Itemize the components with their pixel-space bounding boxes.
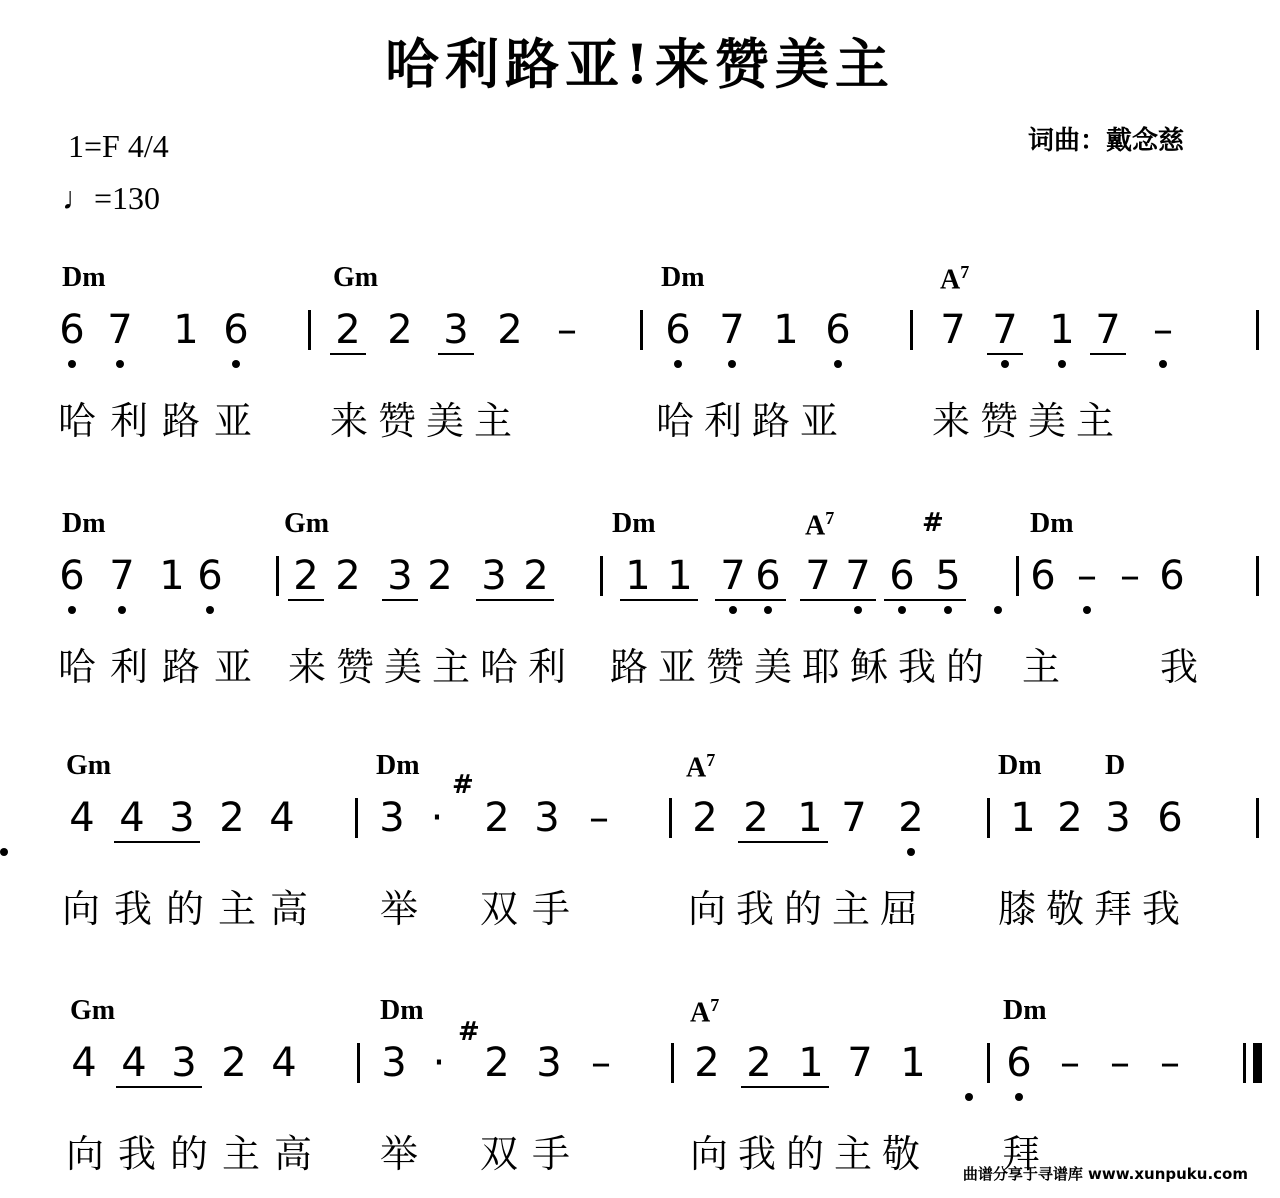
score-title: 哈利路亚!来赞美主 (385, 32, 895, 96)
note: 6 (1006, 1040, 1032, 1086)
note: 1 (797, 795, 823, 841)
beam-underline (438, 353, 474, 355)
note: 3 (536, 1040, 562, 1086)
note: 2 (484, 1040, 510, 1086)
lyric-text: 向我的主高 (62, 887, 323, 931)
lyric-text: 来赞美主 (330, 399, 523, 443)
note: 2 (1057, 795, 1083, 841)
octave-dot (118, 606, 126, 614)
beam-underline (715, 599, 786, 601)
beam-underline (114, 841, 200, 843)
lyric-text: 路亚赞美耶稣我的 (610, 645, 995, 689)
footer-watermark: 曲谱分享于寻谱库 www.xunpuku.com (962, 1165, 1248, 1183)
barline (308, 310, 311, 350)
beam-underline (476, 599, 554, 601)
lyric-text: 双手 (480, 1132, 585, 1176)
barline (355, 798, 358, 838)
note: 7 (1095, 307, 1121, 353)
lyric-text: 来赞美主 (932, 399, 1125, 443)
chord-symbol: Gm (70, 995, 116, 1026)
chord-symbol: Dm (661, 262, 705, 293)
note: 2 (692, 795, 718, 841)
note: – (1077, 553, 1097, 599)
octave-dot (1058, 360, 1066, 368)
note: 6 (889, 553, 915, 599)
note: 6 (59, 553, 85, 599)
beam-underline (741, 1086, 829, 1088)
barline (1016, 556, 1019, 596)
lyric-text: 来赞美主哈利 (288, 645, 577, 689)
note: 6 (223, 307, 249, 353)
note: 7 (940, 307, 966, 353)
note: 7 (107, 307, 133, 353)
note: 4 (121, 1040, 147, 1086)
note: 4 (119, 795, 145, 841)
lyric-text: 主 (1022, 645, 1075, 689)
note: 5 (935, 553, 961, 599)
beam-underline (288, 599, 324, 601)
note: 3 (443, 307, 469, 353)
note: · (430, 795, 444, 841)
chord-symbol: Gm (333, 262, 379, 293)
note: 7 (109, 553, 135, 599)
barline (671, 1043, 674, 1083)
chord-symbol: Gm (284, 508, 330, 539)
note: – (1110, 1040, 1130, 1086)
note: 3 (169, 795, 195, 841)
octave-dot (944, 606, 952, 614)
note: 3 (481, 553, 507, 599)
beam-underline (884, 599, 966, 601)
barline (276, 556, 279, 596)
note: 4 (69, 795, 95, 841)
octave-dot (764, 606, 772, 614)
octave-dot (729, 606, 737, 614)
note: 6 (825, 307, 851, 353)
octave-dot (994, 606, 1002, 614)
beam-underline (330, 353, 366, 355)
octave-dot (0, 848, 8, 856)
note: 1 (667, 553, 693, 599)
beam-underline (987, 353, 1023, 355)
note: 2 (743, 795, 769, 841)
barline (910, 310, 913, 350)
chord-symbol: $A^7$ (686, 750, 716, 784)
lyric-text: 举 (380, 887, 433, 931)
note: – (589, 795, 609, 841)
note: 2 (221, 1040, 247, 1086)
barline (1256, 556, 1259, 596)
note: 1 (900, 1040, 926, 1086)
key-signature: 1=F 4/4 (68, 128, 169, 164)
note: – (1120, 553, 1140, 599)
note: 1 (159, 553, 185, 599)
note: 1 (1010, 795, 1036, 841)
note: 3 (387, 553, 413, 599)
barline (987, 798, 990, 838)
note: 4 (271, 1040, 297, 1086)
note: 6 (197, 553, 223, 599)
octave-dot (68, 360, 76, 368)
lyric-text: 拜 (1002, 1132, 1055, 1176)
lyric-text: 我 (1160, 645, 1213, 689)
beam-underline (1090, 353, 1126, 355)
chord-symbol: Dm (376, 750, 420, 781)
chord-symbol: Gm (66, 750, 112, 781)
note: 1 (173, 307, 199, 353)
octave-dot (674, 360, 682, 368)
note: 7 (841, 795, 867, 841)
note: 2 (335, 553, 361, 599)
octave-dot (965, 1093, 973, 1101)
octave-dot (854, 606, 862, 614)
note: 2 (387, 307, 413, 353)
octave-dot (1015, 1093, 1023, 1101)
octave-dot (68, 606, 76, 614)
barline (1256, 798, 1259, 838)
note: – (1153, 307, 1173, 353)
chord-symbol: Dm (998, 750, 1042, 781)
note: 2 (523, 553, 549, 599)
barline (1243, 1043, 1246, 1083)
note: 3 (171, 1040, 197, 1086)
lyric-text: 膝敬拜我 (998, 887, 1191, 931)
barline (987, 1043, 990, 1083)
note: 6 (1157, 795, 1183, 841)
octave-dot (834, 360, 842, 368)
chord-symbol: $A^7$ (690, 995, 720, 1029)
note: 7 (845, 553, 871, 599)
note: 2 (427, 553, 453, 599)
note: 6 (59, 307, 85, 353)
note: 4 (269, 795, 295, 841)
barline (1256, 310, 1259, 350)
note: 2 (497, 307, 523, 353)
chord-symbol: D (1105, 750, 1126, 781)
note: 7 (719, 307, 745, 353)
beam-underline (620, 599, 698, 601)
note: 4 (71, 1040, 97, 1086)
note: 6 (1159, 553, 1185, 599)
octave-dot (1083, 606, 1091, 614)
beam-underline (382, 599, 418, 601)
octave-dot (1159, 360, 1167, 368)
barline (640, 310, 643, 350)
chord-symbol: Dm (612, 508, 656, 539)
note: 2 (484, 795, 510, 841)
octave-dot (232, 360, 240, 368)
sharp-sign: # (922, 508, 944, 538)
lyric-text: 向我的主高 (66, 1132, 327, 1176)
note: 2 (335, 307, 361, 353)
barline (357, 1043, 360, 1083)
chord-symbol: $A^7$ (805, 508, 835, 542)
note: 2 (746, 1040, 772, 1086)
barline (1253, 1043, 1262, 1083)
note: · (432, 1040, 446, 1086)
note: – (557, 307, 577, 353)
chord-symbol: Dm (1030, 508, 1074, 539)
note: 7 (992, 307, 1018, 353)
composer-credit: 词曲：戴念慈 (1027, 126, 1184, 156)
sharp-sign: # (452, 770, 474, 800)
octave-dot (907, 848, 915, 856)
note: 2 (898, 795, 924, 841)
note: 1 (1049, 307, 1075, 353)
lyric-text: 举 (380, 1132, 433, 1176)
tempo-marking: ♩=130 (62, 180, 161, 216)
note: 6 (665, 307, 691, 353)
note: 1 (798, 1040, 824, 1086)
note: 2 (293, 553, 319, 599)
note: 6 (755, 553, 781, 599)
note: 2 (694, 1040, 720, 1086)
note: – (1060, 1040, 1080, 1086)
note: 7 (720, 553, 746, 599)
note: 7 (847, 1040, 873, 1086)
chord-symbol: Dm (62, 262, 106, 293)
octave-dot (898, 606, 906, 614)
octave-dot (728, 360, 736, 368)
lyric-text: 哈利路亚 (58, 399, 267, 443)
note: 3 (1105, 795, 1131, 841)
lyric-text: 哈利路亚 (656, 399, 849, 443)
note: 2 (219, 795, 245, 841)
note: 1 (625, 553, 651, 599)
chord-symbol: Dm (62, 508, 106, 539)
beam-underline (738, 841, 828, 843)
octave-dot (116, 360, 124, 368)
chord-symbol: $A^7$ (940, 262, 970, 296)
barline (600, 556, 603, 596)
beam-underline (800, 599, 876, 601)
lyric-text: 向我的主屈 (688, 887, 929, 931)
barline (669, 798, 672, 838)
chord-symbol: Dm (380, 995, 424, 1026)
chord-symbol: Dm (1003, 995, 1047, 1026)
note: 6 (1030, 553, 1056, 599)
lyric-text: 向我的主敬 (690, 1132, 931, 1176)
note: 7 (805, 553, 831, 599)
note: 3 (534, 795, 560, 841)
note: 1 (773, 307, 799, 353)
lyric-text: 哈利路亚 (58, 645, 267, 689)
note: 3 (379, 795, 405, 841)
note: – (1160, 1040, 1180, 1086)
octave-dot (206, 606, 214, 614)
octave-dot (1001, 360, 1009, 368)
note: 3 (381, 1040, 407, 1086)
note: – (591, 1040, 611, 1086)
beam-underline (116, 1086, 202, 1088)
sharp-sign: # (458, 1017, 480, 1047)
lyric-text: 双手 (480, 887, 585, 931)
